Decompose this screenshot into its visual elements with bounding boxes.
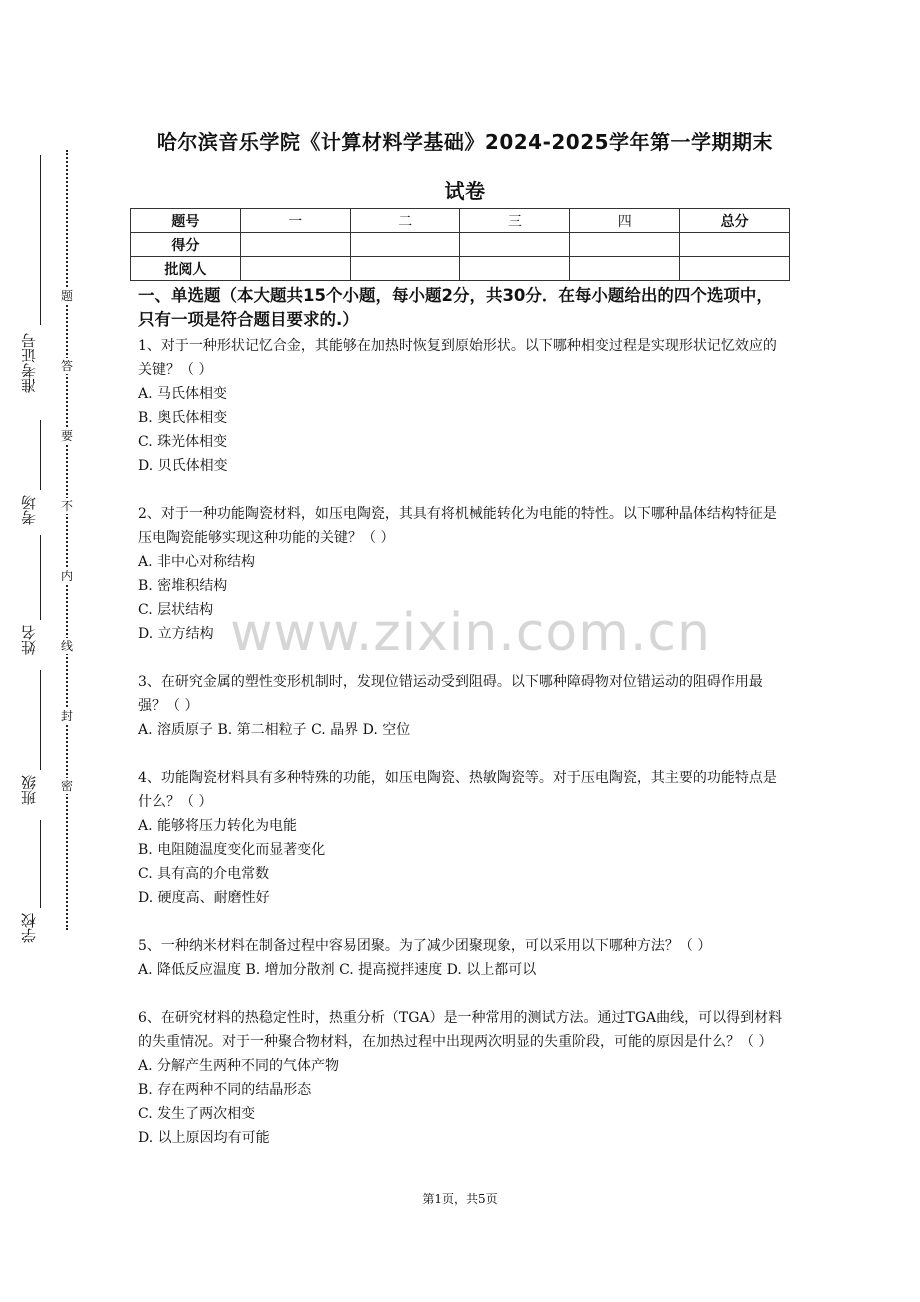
question-option: D. 贝氏体相变 [138,458,228,474]
question-option: B. 密堆积结构 [138,578,228,594]
score-table-row [131,257,790,281]
question-option: C. 发生了两次相变 [138,1106,256,1122]
question-option: D. 硬度高、耐磨性好 [138,890,270,906]
seal-char: 题 [60,289,73,303]
seal-char: 内 [60,569,73,583]
field-underline[interactable] [40,670,41,770]
page-footer: 第1页，共5页 [422,1192,498,1206]
question-option: D. 以上原因均有可能 [138,1130,270,1146]
question-option: A. 分解产生两种不同的气体产物 [138,1058,340,1074]
question [138,334,786,478]
seal-dotted-line [66,150,68,930]
score-table-row [131,233,790,257]
question-option: C. 珠光体相变 [138,434,228,450]
seal-char: 线 [60,639,73,653]
field-exam-room [18,420,42,530]
score-cell[interactable] [350,257,460,281]
question-option: B. 电阻随温度变化而显著变化 [138,842,326,858]
score-table-header-cell: 二 [350,209,460,233]
question-stem: 2、对于一种功能陶瓷材料，如压电陶瓷，其具有将机械能转化为电能的特性。以下哪种晶体结构特征是压电陶瓷能够实现这种功能的关键？（ ） [138,506,777,546]
question-stem: 5、一种纳米材料在制备过程中容易团聚。为了减少团聚现象，可以采用以下哪种方法？（ ） [138,938,712,954]
seal-char: 不 [60,499,73,513]
seal-char: 要 [60,429,73,443]
question [138,670,786,742]
question [138,766,786,910]
question-option: A. 马氏体相变 [138,386,228,402]
score-cell[interactable] [680,233,790,257]
field-underline[interactable] [40,820,41,908]
question-stem: 3、在研究金属的塑性变形机制时，发现位错运动受到阻碍。以下哪种障碍物对位错运动的阻碍作用最强？（ ） [138,674,763,714]
score-cell[interactable] [240,257,350,281]
score-table [130,208,790,281]
seal-char: 答 [60,359,73,373]
question-option: D. 立方结构 [138,626,214,642]
score-cell[interactable] [460,257,570,281]
seal-char: 密 [60,779,73,793]
field-underline[interactable] [40,535,41,620]
exam-content [138,284,786,1174]
section-title: 一、单选题（本大题共15个小题，每小题2分，共30分．在每小题给出的四个选项中，只有一项是符合题目要求的.） [138,286,773,329]
field-class [18,670,42,815]
question-options-inline: A. 溶质原子 B. 第二相粒子 C. 晶界 D. 空位 [138,722,411,738]
question-option: A. 非中心对称结构 [138,554,256,570]
question [138,1006,786,1150]
binding-margin [0,0,110,1302]
question [138,934,786,982]
score-cell[interactable] [570,233,680,257]
score-table-row-label: 批阅人 [131,257,241,281]
question-stem: 1、对于一种形状记忆合金，其能够在加热时恢复到原始形状。以下哪种相变过程是实现形状记忆效应的关键？（ ） [138,338,777,378]
field-label: 学校 [20,913,38,943]
field-underline[interactable] [40,420,41,490]
score-cell[interactable] [680,257,790,281]
field-school [18,820,42,950]
score-cell[interactable] [460,233,570,257]
question-stem: 4、功能陶瓷材料具有多种特殊的功能，如压电陶瓷、热敏陶瓷等。对于压电陶瓷，其主要的功能特点是什么？（ ） [138,770,777,810]
score-cell[interactable] [240,233,350,257]
question-option: A. 能够将压力转化为电能 [138,818,298,834]
score-table-header-row [131,209,790,233]
field-underline[interactable] [40,155,41,325]
score-table-header-cell: 三 [460,209,570,233]
score-table-header-cell: 四 [570,209,680,233]
question-options-inline: A. 降低反应温度 B. 增加分散剂 C. 提高搅拌速度 D. 以上都可以 [138,962,537,978]
score-table-row-label: 得分 [131,233,241,257]
question-option: C. 具有高的介电常数 [138,866,270,882]
question-option: B. 存在两种不同的结晶形态 [138,1082,312,1098]
field-exam-number [18,155,42,415]
exam-title-line2: 试卷 [444,179,486,203]
field-label: 考场 [20,495,38,525]
field-label: 班级 [20,775,38,805]
score-cell[interactable] [570,257,680,281]
exam-title: 哈尔滨音乐学院《计算材料学基础》2024-2025学年第一学期期末 [156,130,774,154]
question-option: C. 层状结构 [138,602,214,618]
question-stem: 6、在研究材料的热稳定性时，热重分析（TGA）是一种常用的测试方法。通过TGA曲线，可以得到材料的失重情况。对于一种聚合物材料，在加热过程中出现两次明显的失重阶段，可能的原因是什么？（ ） [138,1010,783,1050]
question-option: B. 奥氏体相变 [138,410,228,426]
field-label: 姓名 [20,625,38,655]
seal-char: 封 [60,709,73,723]
field-label: 准考证号 [20,333,38,393]
field-name [18,535,42,665]
score-table-header-cell: 题号 [131,209,241,233]
score-table-header-cell: 一 [240,209,350,233]
watermark: www.zixin.com.cn [230,603,711,663]
score-cell[interactable] [350,233,460,257]
score-table-header-cell: 总分 [680,209,790,233]
